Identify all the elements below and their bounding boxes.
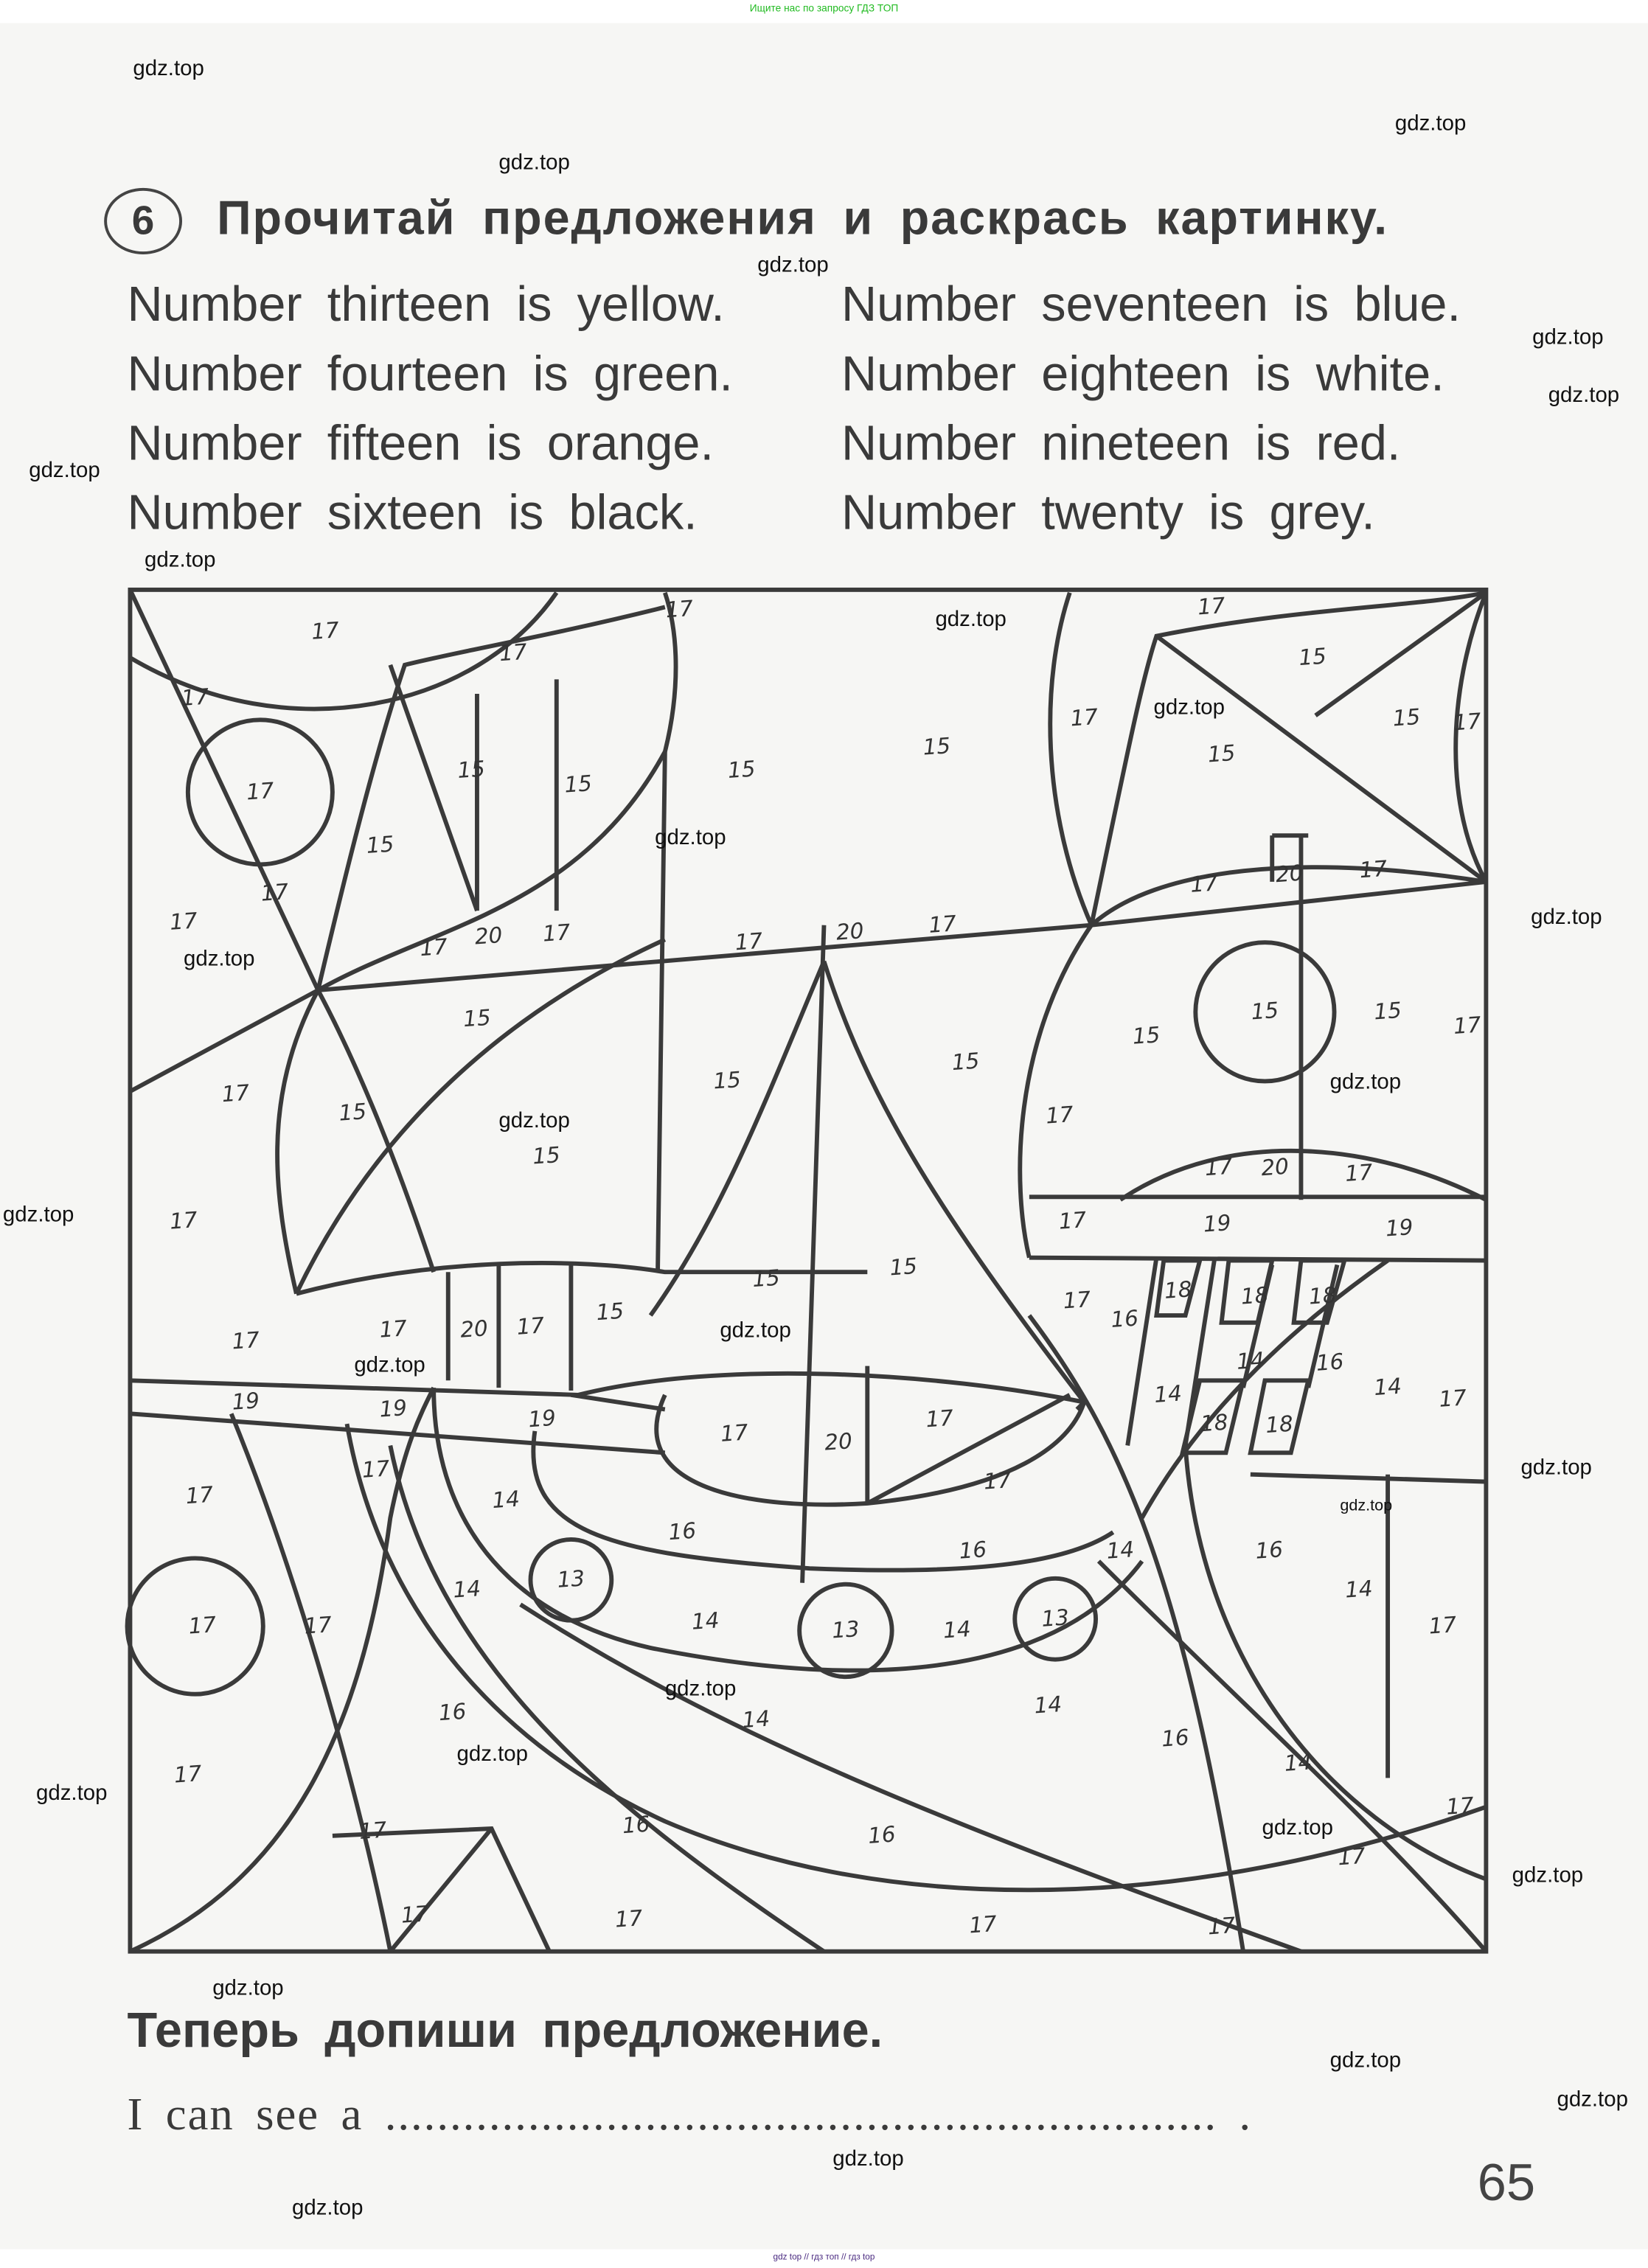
watermark: gdz.top xyxy=(1340,1497,1393,1515)
region-number: 17 xyxy=(1206,1912,1237,1941)
region-number: 15 xyxy=(532,1141,561,1170)
region-number: 19 xyxy=(378,1394,408,1423)
region-number: 20 xyxy=(459,1315,489,1343)
watermark: gdz.top xyxy=(1532,325,1604,350)
region-number: 17 xyxy=(1337,1843,1366,1871)
region-number: 17 xyxy=(400,1900,430,1929)
completion-heading: Теперь допиши предложение. xyxy=(127,2003,883,2059)
region-number: 19 xyxy=(527,1405,557,1433)
region-number: 15 xyxy=(751,1265,781,1293)
region-number: 17 xyxy=(1057,1206,1088,1235)
region-number: 14 xyxy=(1235,1346,1265,1375)
watermark: gdz.top xyxy=(655,825,726,850)
region-number: 17 xyxy=(982,1467,1012,1495)
region-number: 13 xyxy=(830,1615,860,1644)
watermark: gdz.top xyxy=(1329,2048,1402,2073)
watermark: gdz.top xyxy=(832,2146,904,2171)
region-number: 14 xyxy=(1343,1575,1374,1604)
region-number: 14 xyxy=(741,1705,771,1733)
region-number: 15 xyxy=(889,1253,919,1281)
region-number: 15 xyxy=(456,756,486,784)
region-number: 17 xyxy=(515,1312,546,1340)
sentence: Number twenty is grey. xyxy=(841,485,1375,541)
region-number: 17 xyxy=(378,1315,408,1343)
region-number: 17 xyxy=(925,1405,955,1433)
region-number: 19 xyxy=(1384,1214,1414,1242)
region-number: 14 xyxy=(1105,1536,1136,1565)
region-number: 16 xyxy=(1315,1348,1345,1377)
region-number: 17 xyxy=(419,933,448,962)
region-number: 17 xyxy=(1203,1153,1234,1182)
watermark: gdz.top xyxy=(1394,111,1467,136)
region-number: 15 xyxy=(595,1298,625,1326)
region-number: 17 xyxy=(260,878,290,907)
watermark: gdz.top xyxy=(456,1742,529,1767)
watermark: gdz.top xyxy=(1548,383,1620,408)
region-number: 17 xyxy=(1343,1159,1374,1187)
region-number: 20 xyxy=(1260,1153,1290,1182)
region-number: 17 xyxy=(928,910,958,939)
region-number: 15 xyxy=(462,1004,492,1033)
exercise-number: 6 xyxy=(104,188,182,254)
top-banner[interactable]: Ищите нас по запросу ГДЗ ТОП xyxy=(0,0,1648,23)
region-number: 15 xyxy=(1250,997,1280,1026)
region-number: 13 xyxy=(1040,1604,1070,1632)
region-number: 15 xyxy=(338,1098,368,1127)
sentence: Number thirteen is yellow. xyxy=(127,277,725,333)
bottom-banner[interactable]: gdz top // гдз топ // гдз top xyxy=(0,2250,1648,2267)
sentence: Number eighteen is white. xyxy=(841,347,1444,403)
region-number: 17 xyxy=(968,1910,998,1939)
region-number: 17 xyxy=(541,919,571,947)
watermark: gdz.top xyxy=(757,253,829,278)
completion-sentence[interactable]: I can see a ................................................................ . xyxy=(127,2087,1253,2140)
watermark: gdz.top xyxy=(183,947,255,972)
sentence: Number fifteen is orange. xyxy=(127,416,715,472)
region-number: 16 xyxy=(667,1517,698,1546)
region-number: 16 xyxy=(621,1811,651,1840)
region-number: 19 xyxy=(1202,1209,1232,1238)
region-number: 14 xyxy=(690,1607,720,1635)
region-number: 20 xyxy=(473,922,504,950)
region-number: 17 xyxy=(664,595,695,624)
watermark: gdz.top xyxy=(498,1108,570,1134)
region-number: 17 xyxy=(169,907,198,936)
watermark: gdz.top xyxy=(1557,2087,1628,2112)
region-number: 16 xyxy=(1160,1724,1190,1753)
watermark: gdz.top xyxy=(1512,1863,1584,1888)
region-number: 17 xyxy=(1428,1611,1458,1640)
region-number: 14 xyxy=(452,1575,482,1604)
watermark: gdz.top xyxy=(1329,1069,1402,1095)
region-number: 17 xyxy=(169,1206,198,1235)
region-number: 15 xyxy=(1131,1021,1161,1050)
region-number: 17 xyxy=(180,683,210,712)
watermark: gdz.top xyxy=(212,1976,284,2001)
watermark: gdz.top xyxy=(354,1353,425,1378)
region-number: 18 xyxy=(1163,1276,1193,1304)
region-number: 17 xyxy=(1069,703,1099,732)
region-number: 15 xyxy=(950,1048,981,1076)
region-number: 17 xyxy=(498,639,528,667)
region-number: 13 xyxy=(556,1565,586,1593)
region-number: 18 xyxy=(1265,1410,1294,1439)
region-number: 16 xyxy=(437,1698,467,1727)
watermark: gdz.top xyxy=(1531,905,1602,930)
region-number: 14 xyxy=(1283,1748,1313,1777)
region-number: 17 xyxy=(173,1760,203,1789)
region-number: 17 xyxy=(734,928,764,956)
region-number: 15 xyxy=(726,756,757,784)
region-number: 17 xyxy=(361,1455,391,1483)
region-number: 17 xyxy=(1196,592,1226,621)
watermark: gdz.top xyxy=(29,458,100,483)
region-number: 15 xyxy=(712,1066,742,1095)
region-number: 15 xyxy=(365,831,395,859)
region-number: 17 xyxy=(1189,869,1219,898)
region-number: 17 xyxy=(719,1419,749,1447)
watermark: gdz.top xyxy=(1153,695,1225,720)
region-number: 14 xyxy=(1033,1691,1063,1719)
region-number: 15 xyxy=(1298,643,1327,671)
region-number: 17 xyxy=(613,1905,644,1933)
region-number: 17 xyxy=(220,1079,251,1108)
watermark: gdz.top xyxy=(720,1318,791,1343)
region-number: 16 xyxy=(958,1536,988,1565)
region-number: 17 xyxy=(1062,1286,1092,1315)
watermark: gdz.top xyxy=(1520,1455,1592,1481)
region-number: 14 xyxy=(1153,1380,1183,1408)
region-number: 15 xyxy=(1373,997,1402,1026)
watermark: gdz.top xyxy=(498,150,570,175)
watermark: gdz.top xyxy=(36,1781,108,1806)
region-number: 17 xyxy=(1358,855,1388,884)
region-number: 20 xyxy=(835,917,865,946)
region-number: 17 xyxy=(1438,1384,1468,1413)
region-number: 20 xyxy=(1274,860,1304,888)
region-number: 16 xyxy=(866,1820,897,1849)
region-number: 14 xyxy=(491,1486,521,1514)
region-number: 17 xyxy=(231,1326,261,1355)
region-number: 15 xyxy=(1206,740,1237,768)
watermark: gdz.top xyxy=(133,56,204,81)
watermark: gdz.top xyxy=(145,548,216,573)
watermark: gdz.top xyxy=(1262,1815,1334,1840)
region-number: 17 xyxy=(310,616,340,645)
region-number: 16 xyxy=(1110,1305,1140,1333)
region-number: 16 xyxy=(1254,1536,1284,1565)
region-number: 17 xyxy=(1045,1101,1074,1130)
region-number: 20 xyxy=(824,1427,853,1456)
watermark: gdz.top xyxy=(664,1677,737,1702)
sentence: Number fourteen is green. xyxy=(127,347,733,403)
region-number: 17 xyxy=(245,777,275,806)
region-number: 18 xyxy=(1240,1281,1270,1310)
region-number: 19 xyxy=(231,1387,261,1416)
region-number: 17 xyxy=(358,1817,388,1845)
region-number: 18 xyxy=(1199,1409,1229,1438)
region-number: 17 xyxy=(1452,708,1482,737)
watermark: gdz.top xyxy=(2,1203,74,1228)
region-number: 15 xyxy=(1391,703,1422,732)
region-number: 17 xyxy=(303,1611,333,1640)
region-number: 14 xyxy=(1373,1373,1402,1402)
watermark: gdz.top xyxy=(935,607,1006,632)
region-number: 17 xyxy=(187,1611,218,1640)
sentence: Number sixteen is black. xyxy=(127,485,698,541)
sentence: Number seventeen is blue. xyxy=(841,277,1461,333)
region-number: 18 xyxy=(1307,1281,1338,1310)
region-number: 15 xyxy=(563,770,594,799)
sentence: Number nineteen is red. xyxy=(841,416,1401,472)
watermark: gdz.top xyxy=(292,2195,364,2221)
region-number: 17 xyxy=(1445,1792,1475,1820)
exercise-title: Прочитай предложения и раскрась картинку. xyxy=(217,190,1389,245)
region-number: 17 xyxy=(184,1481,215,1510)
page-number: 65 xyxy=(1477,2152,1536,2212)
region-number: 17 xyxy=(1452,1012,1482,1040)
region-number: 15 xyxy=(922,732,952,761)
region-number: 14 xyxy=(942,1615,972,1644)
